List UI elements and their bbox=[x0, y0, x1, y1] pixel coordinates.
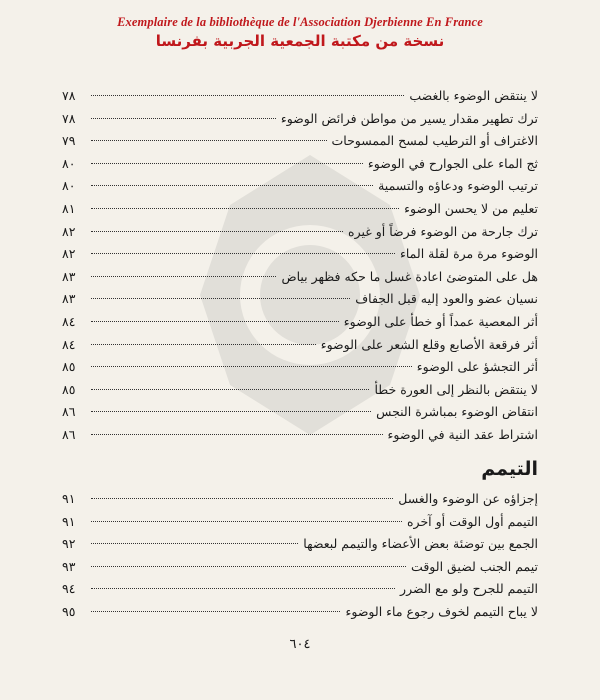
toc-entry-title: انتقاض الوضوء بمباشرة النجس bbox=[376, 404, 538, 420]
toc-entry bbox=[62, 288, 538, 311]
toc-entry-title: أثر فرقعة الأصابع وقلع الشعر على الوضوء bbox=[320, 336, 538, 352]
toc-entry bbox=[62, 85, 538, 108]
toc-entry-page: ٩٢ bbox=[62, 536, 76, 552]
dot-leader bbox=[91, 411, 371, 412]
toc-entry-page: ٨٤ bbox=[62, 336, 76, 352]
toc-entry-title: الجمع بين توضئة بعض الأعضاء والتيمم لبعضها bbox=[303, 536, 538, 552]
dot-leader bbox=[91, 498, 393, 499]
toc-entry-title: التيمم للجرح ولو مع الضرر bbox=[400, 581, 538, 597]
dot-leader bbox=[91, 389, 369, 390]
toc-entry bbox=[62, 221, 538, 244]
toc-entry-page: ٨٥ bbox=[62, 381, 76, 397]
toc-entry bbox=[62, 153, 538, 176]
toc-entry bbox=[62, 488, 538, 511]
dot-leader bbox=[91, 276, 276, 277]
toc-entry-page: ٨٦ bbox=[62, 426, 76, 442]
toc-entry bbox=[62, 356, 538, 379]
toc-entry-title: لا ينتقض بالنظر إلى العورة خطأ bbox=[374, 381, 538, 397]
dot-leader bbox=[91, 253, 395, 254]
toc-entry-page: ٨٥ bbox=[62, 359, 76, 375]
toc-entry bbox=[62, 243, 538, 266]
dot-leader bbox=[91, 231, 343, 232]
toc-entry-page: ٧٨ bbox=[62, 88, 76, 103]
toc-entry-title: التيمم أول الوقت أو آخره bbox=[407, 513, 538, 529]
toc-entry-page: ٨٢ bbox=[62, 223, 76, 239]
dot-leader bbox=[91, 163, 363, 164]
toc-entry bbox=[62, 601, 538, 624]
toc-entry-title: ترك تطهير مقدار يسير من مواطن فرائض الوضوء bbox=[280, 110, 538, 126]
dot-leader bbox=[91, 543, 298, 544]
toc-entry bbox=[62, 533, 538, 556]
toc-entry-title: نسيان عضو والعود إليه قبل الجفاف bbox=[355, 291, 538, 307]
toc-entry-title: اشتراط عقد النية في الوضوء bbox=[387, 426, 538, 442]
toc-entry-title: أثر التجشؤ على الوضوء bbox=[416, 359, 538, 375]
toc-entry-title: ترتيب الوضوء ودعاؤه والتسمية bbox=[378, 178, 538, 194]
toc-entry-title: أثر المعصية عمداً أو خطأ على الوضوء bbox=[343, 313, 538, 329]
toc-entry-title: لا ينتقض الوضوء بالغضب bbox=[409, 88, 538, 103]
dot-leader bbox=[91, 611, 340, 612]
toc-entry-page: ٩١ bbox=[62, 491, 76, 506]
library-stamp-french: Exemplaire de la bibliothèque de l'Association Djerbienne En France bbox=[117, 15, 483, 29]
toc-entry-page: ٩٤ bbox=[62, 581, 76, 597]
toc-entry bbox=[62, 108, 538, 131]
toc-entry bbox=[62, 130, 538, 153]
toc-entry-page: ٧٨ bbox=[62, 110, 76, 126]
toc-entry-title: تعليم من لا يحسن الوضوء bbox=[404, 200, 538, 216]
dot-leader bbox=[91, 434, 383, 435]
toc-entry-page: ٨٦ bbox=[62, 404, 76, 420]
toc-entry-page: ٨٢ bbox=[62, 246, 76, 262]
dot-leader bbox=[91, 118, 276, 119]
dot-leader bbox=[91, 95, 404, 96]
toc-entry bbox=[62, 311, 538, 334]
toc-entry bbox=[62, 379, 538, 402]
dot-leader bbox=[91, 185, 373, 186]
toc-entry bbox=[62, 266, 538, 289]
dot-leader bbox=[91, 140, 327, 141]
section-heading-tayammum: التيمم bbox=[481, 458, 538, 480]
dot-leader bbox=[91, 366, 412, 367]
toc-entry bbox=[62, 198, 538, 221]
toc-entry-page: ٨١ bbox=[62, 200, 76, 216]
toc-entry-title: هل على المتوضئ اعادة غسل ما حكه فظهر بياض bbox=[281, 268, 538, 284]
toc-entry-page: ٩٣ bbox=[62, 558, 76, 574]
dot-leader bbox=[91, 521, 402, 522]
toc-entry-page: ٨٠ bbox=[62, 178, 76, 194]
toc-entry-page: ٨٣ bbox=[62, 291, 76, 307]
library-stamp-arabic: نسخة من مكتبة الجمعية الجربية بفرنسا bbox=[155, 32, 445, 50]
toc-entry-title: لا يباح التيمم لخوف رجوع ماء الوضوء bbox=[345, 603, 538, 619]
toc-list-wudu bbox=[62, 85, 538, 447]
page-number: ٦٠٤ bbox=[289, 637, 311, 652]
toc-entry-title: إجزاؤه عن الوضوء والغسل bbox=[398, 491, 538, 506]
dot-leader bbox=[91, 208, 399, 209]
toc-entry bbox=[62, 175, 538, 198]
dot-leader bbox=[91, 344, 316, 345]
toc-entry bbox=[62, 556, 538, 579]
dot-leader bbox=[91, 321, 339, 322]
dot-leader bbox=[91, 298, 350, 299]
dot-leader bbox=[91, 566, 406, 567]
toc-entry bbox=[62, 578, 538, 601]
toc-entry-title: تيمم الجنب لضيق الوقت bbox=[411, 558, 538, 574]
toc-entry-title: الاغتراف أو الترطيب لمسح الممسوحات bbox=[331, 133, 538, 149]
toc-entry-page: ٨٠ bbox=[62, 155, 76, 171]
toc-entry-page: ٧٩ bbox=[62, 133, 76, 149]
toc-entry-page: ٨٤ bbox=[62, 313, 76, 329]
dot-leader bbox=[91, 588, 395, 589]
toc-entry bbox=[62, 511, 538, 534]
toc-entry-page: ٨٣ bbox=[62, 268, 76, 284]
toc-entry-title: الوضوء مرة مرة لقلة الماء bbox=[399, 246, 538, 262]
toc-entry bbox=[62, 424, 538, 447]
toc-entry-page: ٩١ bbox=[62, 513, 76, 529]
toc-entry bbox=[62, 401, 538, 424]
toc-list-tayammum bbox=[62, 488, 538, 624]
toc-entry-page: ٩٥ bbox=[62, 603, 76, 619]
toc-entry-title: ترك جارحة من الوضوء فرضاً أو غيره bbox=[348, 223, 538, 239]
toc-entry bbox=[62, 334, 538, 357]
toc-entry-title: ثج الماء على الجوارح في الوضوء bbox=[367, 155, 538, 171]
